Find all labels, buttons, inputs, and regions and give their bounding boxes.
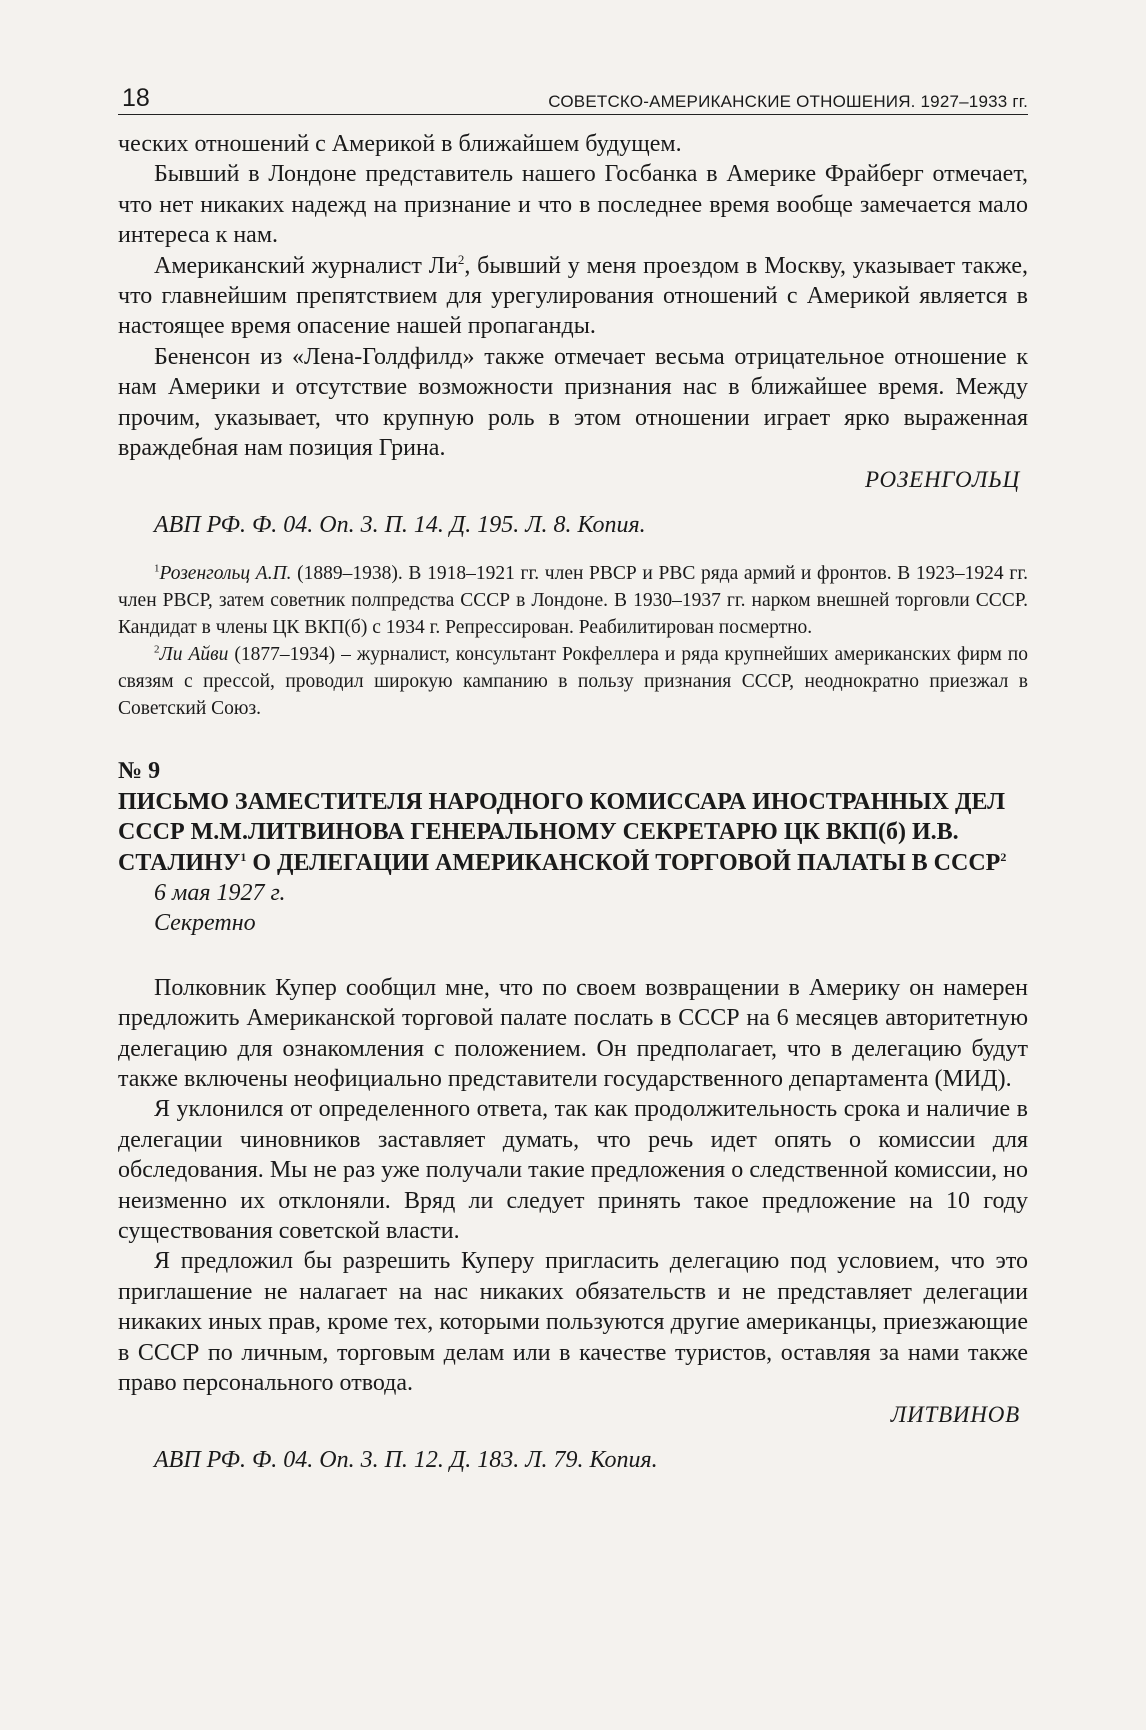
paragraph: Полковник Купер сообщил мне, что по своем возвращении в Америку он намерен предложить Американской торговой палате послать в СССР на 6 месяцев авторитетную делегацию для ознакомления с положением. Он предполагает, что в делегацию будут также включены неофициально представители государственного департамента (МИД).	[118, 974, 1028, 1092]
page-header	[118, 84, 1028, 115]
paragraph-text: Американский журналист Ли	[154, 252, 458, 279]
document-title-text: О ДЕЛЕГАЦИИ АМЕРИКАНСКОЙ ТОРГОВОЙ ПАЛАТЫ В СССР	[246, 849, 1001, 876]
archive-reference: АВП РФ. Ф. 04. Оп. 3. П. 12. Д. 183. Л. 79. Копия.	[154, 1446, 658, 1473]
footnote-name: Ли Айви	[159, 644, 229, 666]
paragraph: Бененсон из «Лена-Голдфилд» также отмечает весьма отрицательное отношение к нам Америки и отсутствие возможности признания нас в ближайшее время. Между прочим, указывает, что крупную роль в этом отношении играет ярко выраженная враждебная нам позиция Грина.	[118, 343, 1028, 462]
running-head: СОВЕТСКО-АМЕРИКАНСКИЕ ОТНОШЕНИЯ. 1927–1933 гг.	[548, 92, 1028, 111]
footnote-marker: 2	[154, 643, 160, 656]
footnote	[118, 641, 1028, 722]
footnote-marker: 1	[154, 562, 160, 575]
footnote-name: Розенгольц А.П.	[159, 563, 292, 585]
footnote	[118, 560, 1028, 641]
footnotes	[118, 560, 1028, 722]
paragraph: Я уклонился от определенного ответа, так как продолжительность срока и наличие в делегации чиновников заставляет думать, что речь идет опять о комиссии для обследования. Мы не раз уже получали такие предложения о следственной комиссии, но неизменно их отклоняли. Вряд ли следует принять такое предложение на 10 году существования советской власти.	[118, 1096, 1028, 1244]
document-title-text: ПИСЬМО ЗАМЕСТИТЕЛЯ НАРОДНОГО КОМИССАРА ИНОСТРАННЫХ ДЕЛ СССР М.М.ЛИТВИНОВА ГЕНЕРАЛЬНОМУ СЕКРЕТАРЮ ЦК ВКП(б) И.В. СТАЛИНУ	[118, 788, 1006, 876]
paragraph	[118, 251, 1028, 342]
classification: Секретно	[154, 910, 256, 937]
page-body	[118, 129, 1028, 1475]
document-date: 6 мая 1927 г.	[154, 879, 286, 906]
footnote-text: (1877–1934) – журналист, консультант Рокфеллера и ряда крупнейших американских фирм по связям с прессой, проводил широкую кампанию в пользу признания СССР, неоднократно приезжал в Советский Союз.	[118, 644, 1028, 720]
paragraph: Бывший в Лондоне представитель нашего Госбанка в Америке Фрайберг отмечает, что нет никаких надежд на признание и что в последнее время вообще замечается мало интереса к нам.	[118, 161, 1028, 249]
archive-reference: АВП РФ. Ф. 04. Оп. 3. П. 14. Д. 195. Л. 8. Копия.	[154, 511, 646, 538]
document-number: № 9	[118, 758, 161, 785]
paragraph: Я предложил бы разрешить Куперу пригласить делегацию под условием, что это приглашение не налагает на нас никаких обязательств и не представляет делегации никаких иных прав, кроме тех, которыми пользуются другие американцы, приезжающие в СССР по личным, торговым делам или в качестве туристов, оставляя за нами также право персонального отвода.	[118, 1248, 1028, 1396]
footnote-ref: 1	[240, 849, 247, 864]
paragraph-text: , бывший у меня проездом в Москву, указывает также, что главнейшим препятствием для урегулирования отношений с Америкой является в настоящее время опасение нашей пропаганды.	[118, 252, 1028, 340]
document-title	[118, 787, 1028, 878]
paragraph: ческих отношений с Америкой в ближайшем будущем.	[118, 131, 682, 157]
footnote-ref: 2	[1000, 849, 1007, 864]
signature: ЛИТВИНОВ	[890, 1402, 1020, 1428]
footnote-text: (1889–1938). В 1918–1921 гг. член РВСР и РВС ряда армий и фронтов. В 1923–1924 гг. член РВСР, затем советник полпредства СССР в Лондоне. В 1930–1937 гг. нарком внешней торговли СССР. Кандидат в члены ЦК ВКП(б) с 1934 г. Репрессирован. Реабилитирован посмертно.	[118, 563, 1028, 639]
footnote-ref: 2	[457, 251, 465, 267]
signature: РОЗЕНГОЛЬЦ	[865, 467, 1020, 493]
page-number: 18	[122, 84, 150, 112]
